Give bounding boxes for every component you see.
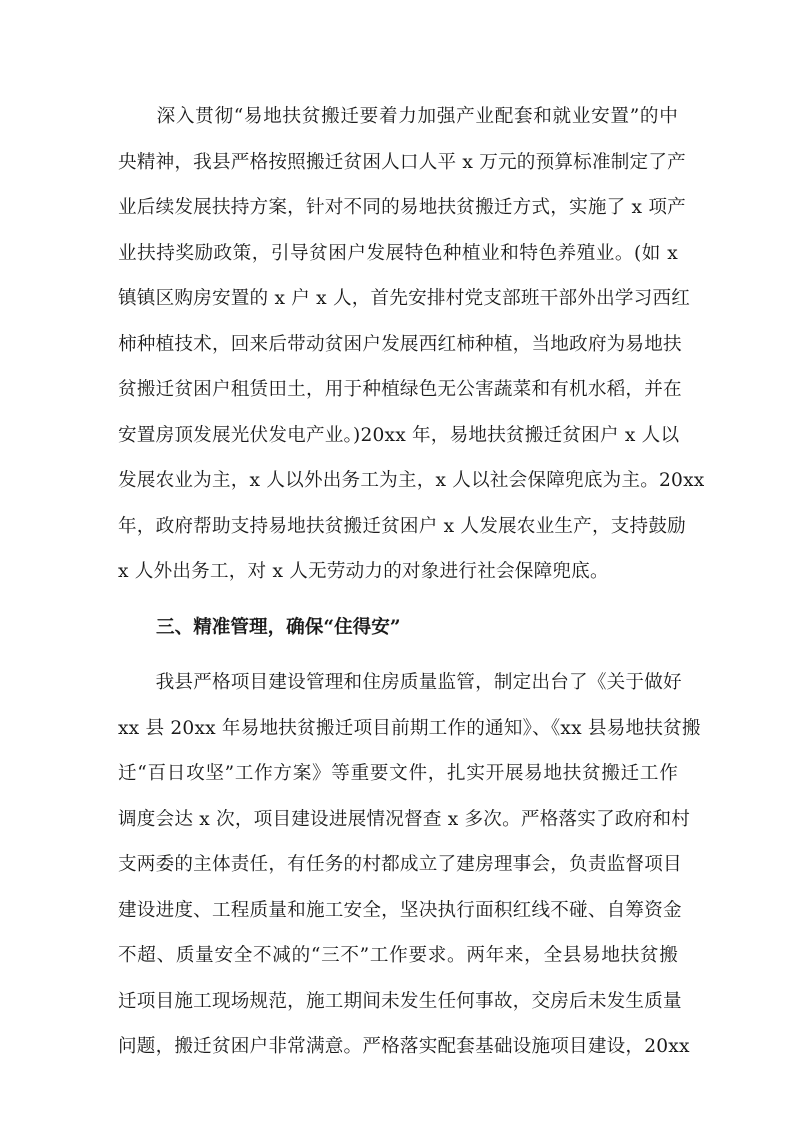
text-line: 不超、质量安全不减的“三不”工作要求。两年来，全县易地扶贫搬	[118, 945, 678, 966]
document-page	[118, 94, 705, 1070]
text-line: 我县严格项目建设管理和住房质量监管，制定出台了《关于做好	[118, 672, 682, 693]
text-line: 深入贯彻“易地扶贫搬迁要着力加强产业配套和就业安置”的中	[118, 106, 678, 127]
text-line: 问题，搬迁贫困户非常满意。严格落实配套基础设施项目建设，20xx	[118, 1036, 690, 1057]
text-line: 业扶持奖励政策，引导贫困户发展特色种植业和特色养殖业。(如 x	[118, 242, 678, 264]
text-line: 安置房顶发展光伏发电产业。)20xx 年，易地扶贫搬迁贫困户 x 人以	[118, 424, 680, 446]
text-line: 迁项目施工现场规范，施工期间未发生任何事故，交房后未发生质量	[118, 990, 682, 1012]
text-line: 年，政府帮助支持易地扶贫搬迁贫困户 x 人发展农业生产，支持鼓励	[118, 515, 686, 537]
text-line: 央精神，我县严格按照搬迁贫困人口人平 x 万元的预算标准制定了产	[118, 151, 686, 173]
text-line: 迁“百日攻坚”工作方案》等重要文件，扎实开展易地扶贫搬迁工作	[118, 763, 678, 784]
text-line: 业后续发展扶持方案，针对不同的易地扶贫搬迁方式，实施了 x 项产	[118, 197, 686, 218]
text-line: xx 县 20xx 年易地扶贫搬迁项目前期工作的通知》、《xx 县易地扶贫搬	[118, 717, 701, 739]
paragraph-industry-support	[118, 94, 705, 595]
paragraph-spacer	[118, 650, 678, 660]
text-line: 支两委的主体责任，有任务的村都成立了建房理事会，负责监督项目	[118, 854, 682, 875]
text-line: x 人外出务工，对 x 人无劳动力的对象进行社会保障兜底。	[118, 561, 609, 582]
section-heading: 三、精准管理，确保“住得安”	[156, 616, 401, 638]
text-line: 发展农业为主，x 人以外出务工为主，x 人以社会保障兜底为主。20xx	[118, 470, 705, 491]
text-line: 镇镇区购房安置的 x 户 x 人，首先安排村党支部班干部外出学习西红	[118, 288, 691, 309]
text-line: 柿种植技术，回来后带动贫困户发展西红柿种植，当地政府为易地扶	[118, 333, 682, 355]
text-line: 建设进度、工程质量和施工安全，坚决执行面积红线不碰、自筹资金	[118, 899, 682, 921]
paragraph-project-management	[118, 660, 701, 1070]
text-line: 调度会达 x 次，项目建设进展情况督查 x 多次。严格落实了政府和村	[118, 808, 691, 830]
text-line: 贫搬迁贫困户租赁田土，用于种植绿色无公害蔬菜和有机水稻，并在	[118, 379, 682, 400]
paragraph-spacer	[118, 595, 678, 605]
